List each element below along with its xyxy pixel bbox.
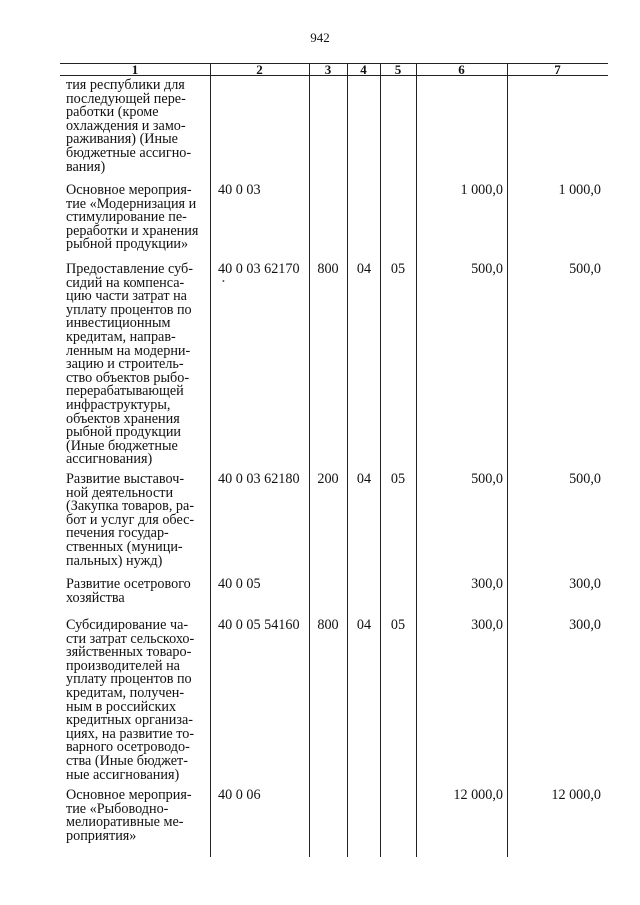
table-row-sum2: 300,0 xyxy=(569,576,601,592)
table-row-sum1: 12 000,0 xyxy=(453,787,503,803)
column-divider xyxy=(507,63,508,857)
table-row-pr: 05 xyxy=(390,617,406,633)
table-row-sum1: 1 000,0 xyxy=(460,182,503,198)
table-row-name: тия республики для последующей пере- работки (кроме охлаждения и замо- раживания) (Иные бюджетные ассигно- вания) xyxy=(66,77,192,175)
table-row-rz: 04 xyxy=(356,617,372,633)
table-row-name: Субсидирование ча- сти затрат сельскохо- зяйственных товаро- производителей на уплату процентов по кредитам, получен- ным в российских кредитных организа- циях, на развитие то- варного осетроводо- ства (Иные бюджет- ные ассигнования) xyxy=(66,617,195,783)
table-row-rz: 04 xyxy=(356,261,372,277)
table-row-code: 40 0 03 xyxy=(218,182,261,198)
table-row-sum2: 1 000,0 xyxy=(558,182,601,198)
table-row-sum2: 300,0 xyxy=(569,617,601,633)
table-row-sum1: 300,0 xyxy=(471,617,503,633)
table-row-sum1: 500,0 xyxy=(471,261,503,277)
column-divider xyxy=(416,63,417,857)
table-row-pr: 05 xyxy=(390,471,406,487)
stray-dot: • xyxy=(222,277,225,286)
table-row-rz: 04 xyxy=(356,471,372,487)
table-row-name: Развитие осетрового хозяйства xyxy=(66,576,191,606)
table-row-sum2: 12 000,0 xyxy=(551,787,601,803)
column-divider xyxy=(309,63,310,857)
table-row-code: 40 0 05 54160 xyxy=(218,617,300,633)
table-row-pr: 05 xyxy=(390,261,406,277)
table-row-name: Предоставление суб- сидий на компенса- цию части затрат на уплату процентов по инвестиционным кредитам, направ- ленным на модерни- зацию и строитель- ство объектов рыбо- перерабатывающей инфраструктуры, объектов хранения рыбной продукции (Иные бюджетные ассигнования) xyxy=(66,261,193,468)
table-row-name: Развитие выставоч- ной деятельности (Закупка товаров, ра- бот и услуг для обес- печения государ- ственных (муници- пальных) нужд) xyxy=(66,471,195,569)
budget-table xyxy=(60,63,608,857)
page-number: 942 xyxy=(310,30,330,45)
table-row-sum2: 500,0 xyxy=(569,261,601,277)
column-divider xyxy=(380,63,381,857)
table-row-sum2: 500,0 xyxy=(569,471,601,487)
table-row-vr: 800 xyxy=(317,617,339,633)
table-row-name: Основное мероприя- тие «Рыбоводно- мелиоративные ме- роприятия» xyxy=(66,787,192,844)
table-row-code: 40 0 03 62170 xyxy=(218,261,300,277)
table-row-code: 40 0 03 62180 xyxy=(218,471,300,487)
column-header-4: 4 xyxy=(360,62,367,77)
table-row-sum1: 500,0 xyxy=(471,471,503,487)
table-row-name: Основное мероприя- тие «Модернизация и стимулирование пе- реработки и хранения рыбной продукции» xyxy=(66,182,199,253)
column-header-1: 1 xyxy=(131,62,139,77)
column-header-5: 5 xyxy=(394,62,402,77)
column-header-6: 6 xyxy=(458,62,465,77)
column-header-3: 3 xyxy=(324,62,332,77)
column-divider xyxy=(210,63,211,857)
table-row-code: 40 0 05 xyxy=(218,576,261,592)
table-row-code: 40 0 06 xyxy=(218,787,261,803)
column-header-2: 2 xyxy=(256,62,263,77)
table-row-sum1: 300,0 xyxy=(471,576,503,592)
table-row-vr: 200 xyxy=(317,471,339,487)
column-divider xyxy=(347,63,348,857)
column-header-7: 7 xyxy=(554,62,561,77)
table-row-vr: 800 xyxy=(317,261,339,277)
